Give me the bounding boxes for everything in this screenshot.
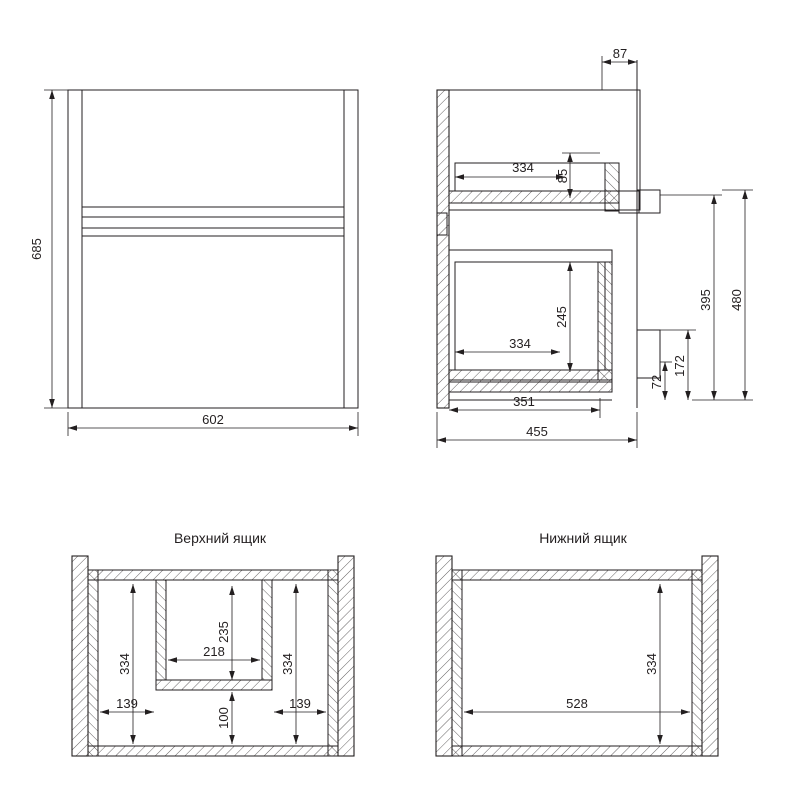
dim-side-72: 72 <box>649 374 664 390</box>
dim-side-395: 395 <box>698 289 713 311</box>
dim-upper-235: 235 <box>216 621 231 643</box>
dim-side-480: 480 <box>729 289 744 311</box>
front-view <box>29 90 358 436</box>
dim-upper-139-left: 139 <box>116 696 138 711</box>
lower-drawer-title: Нижний ящик <box>539 530 627 546</box>
upper-drawer-plan <box>72 530 354 756</box>
dim-side-455: 455 <box>526 424 548 439</box>
dim-side-351: 351 <box>513 394 535 409</box>
dim-side-334-bottom: 334 <box>509 336 531 351</box>
dim-upper-100: 100 <box>216 707 231 729</box>
dim-upper-218: 218 <box>203 644 225 659</box>
dim-side-172: 172 <box>672 355 687 377</box>
side-section-view <box>437 46 753 448</box>
dim-upper-334-right: 334 <box>280 653 295 675</box>
dim-upper-334-left: 334 <box>117 653 132 675</box>
dim-side-85: 85 <box>555 168 570 184</box>
dim-lower-528: 528 <box>566 696 588 711</box>
dim-side-245: 245 <box>554 306 569 328</box>
dim-side-334-top: 334 <box>512 160 534 175</box>
dim-front-width: 602 <box>202 412 224 427</box>
dim-lower-334: 334 <box>644 653 659 675</box>
dim-side-87: 87 <box>612 46 628 61</box>
lower-drawer-plan <box>436 530 718 756</box>
dim-upper-139-right: 139 <box>289 696 311 711</box>
upper-drawer-title: Верхний ящик <box>173 530 267 546</box>
dim-front-height: 685 <box>29 238 44 260</box>
